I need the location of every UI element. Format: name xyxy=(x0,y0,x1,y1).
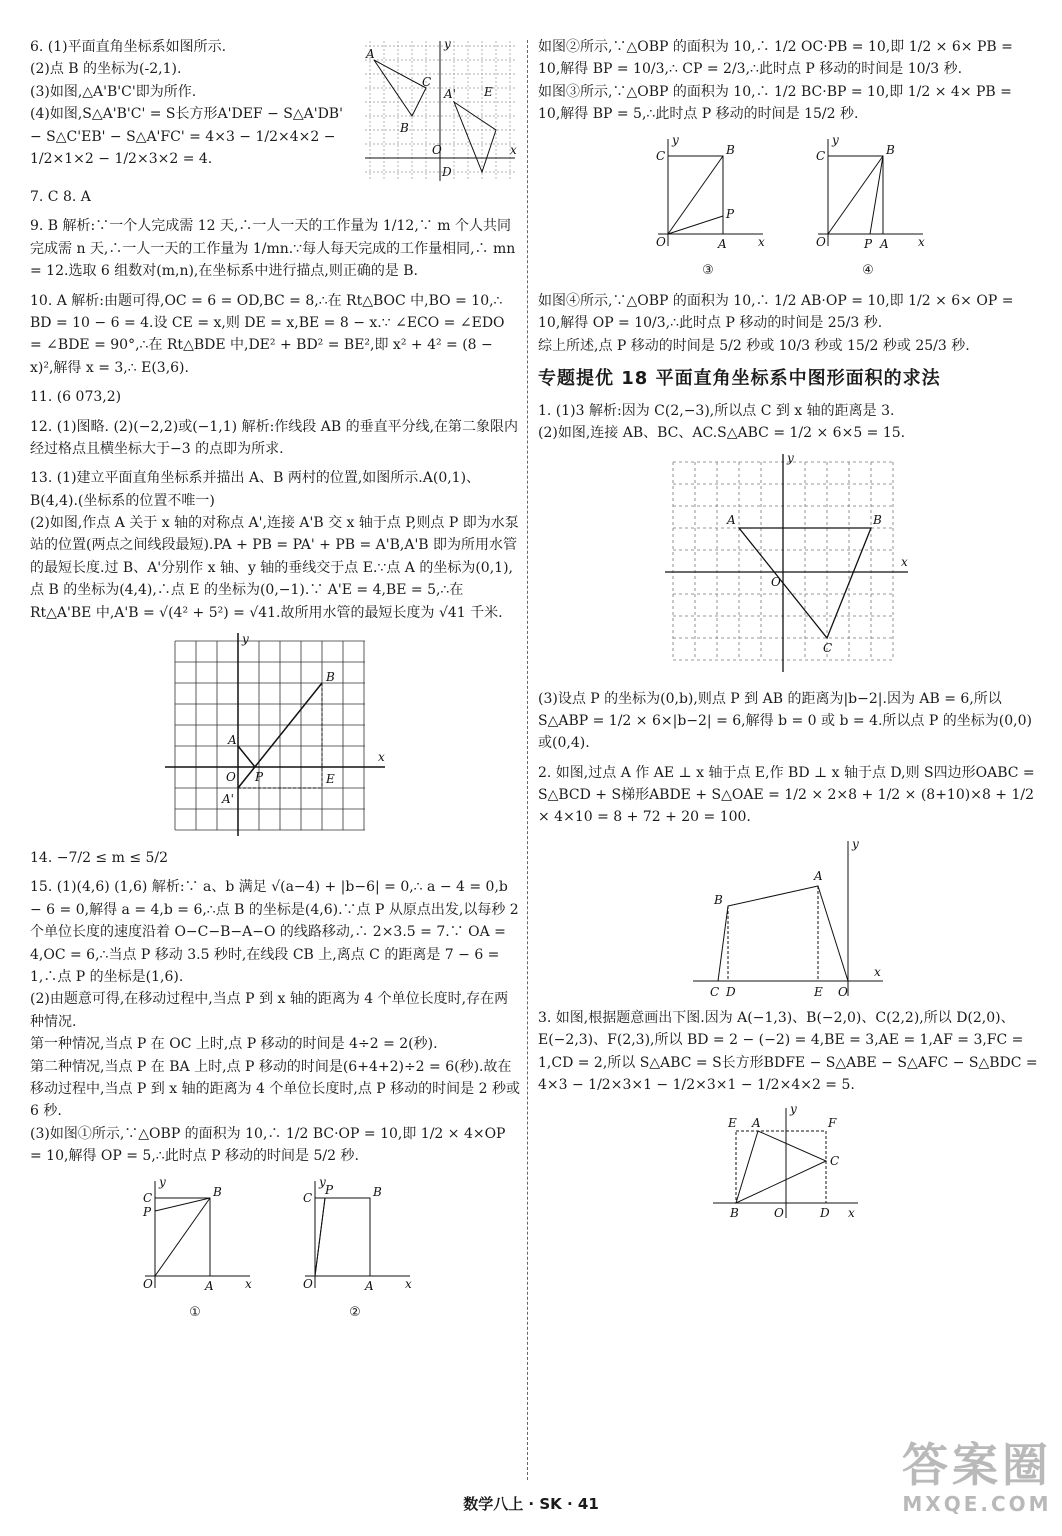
q11: 11. (6 073,2) xyxy=(30,389,122,406)
svg-text:B: B xyxy=(726,142,735,157)
svg-text:B: B xyxy=(400,121,409,135)
s3: 3. 如图,根据题意画出下图.因为 A(−1,3)、B(−2,0)、C(2,2),所以 D(2,0)、E(−2,3)、F(2,3),所以 BD = 2 − (−2) = 4,BE = 3,AE = 1,AF = 3,FC = 1,CD = 2,所以 S△ABC = S长方形BDFE − S△ABE − S△AFC − S△BDC = 4×3 − 1/2×3×1 − 1/2×3×1 − 1/2×4×2 = 5. xyxy=(538,1009,1038,1094)
svg-text:F: F xyxy=(828,1116,837,1131)
svg-text:y: y xyxy=(242,632,249,647)
svg-text:B: B xyxy=(373,1184,382,1199)
figure-2-label: ② xyxy=(349,1304,361,1320)
q15-part2: (2)由题意可得,在移动过程中,当点 P 到 x 轴的距离为 4 个单位长度时,存在两种情况. xyxy=(30,991,509,1030)
q6-figure xyxy=(360,36,520,186)
svg-text:x: x xyxy=(510,143,517,157)
s3-figure xyxy=(708,1103,868,1223)
svg-text:A: A xyxy=(727,512,736,527)
svg-text:x: x xyxy=(378,750,385,765)
svg-text:B: B xyxy=(730,1206,739,1221)
svg-text:y: y xyxy=(672,133,679,147)
svg-text:A: A xyxy=(718,236,727,251)
svg-text:A: A xyxy=(228,733,237,748)
svg-text:y: y xyxy=(787,451,794,465)
s2: 2. 如图,过点 A 作 AE ⊥ x 轴于点 E,作 BD ⊥ x 轴于点 D,则 S四边形OABC = S△BCD + S梯形ABDE + S△OAE = 1/2 × 2×8 + 1/2 × (8+10)×8 + 1/2 × 4×10 = 8 + 72 + 20 = 100. xyxy=(538,764,1035,826)
q9: 9. B 解析:∵一个人完成需 12 天,∴一人一天的工作量为 1/12,∵ m 个人共同完成需 n 天,∴一人一天的工作量为 1/mn.∵每人每天完成的工作量相同,∴ mn = 12.选取 6 组数对(m,n),在坐标系中进行描点,则正确的是 B. xyxy=(30,218,516,280)
figure-3-label: ③ xyxy=(702,262,714,278)
svg-text:B: B xyxy=(873,512,882,527)
svg-text:C: C xyxy=(143,1190,153,1205)
svg-text:y: y xyxy=(444,37,451,51)
section-title: 专题提优 18 平面直角坐标系中图形面积的求法 xyxy=(538,367,941,389)
q15-cont-fig3: 如图③所示,∵△OBP 的面积为 10,∴ 1/2 BC·BP = 10,即 1/2 × 4× PB = 10,解得 BP = 5,∴此时点 P 移动的时间是 15/2 秒. xyxy=(538,83,1012,123)
s1-part3: (3)设点 P 的坐标为(0,b),则点 P 到 AB 的距离为|b−2|.因为 AB = 6,所以 S△ABP = 1/2 × 6×|b−2| = 6,解得 b = 0 或 b = 4.所以点 P 的坐标为(0,0)或(0,4). xyxy=(538,690,1032,752)
q7-8: 7. C 8. A xyxy=(30,189,91,205)
figure-4-label: ④ xyxy=(862,262,874,278)
watermark-logo xyxy=(902,1438,1052,1520)
q13-part2: (2)如图,作点 A 关于 x 轴的对称点 A',连接 A'B 交 x 轴于点 P,则点 P 即为水泵站的位置(两点之间线段最短).PA + PB = PA' + PB = A'B,A'B 即为所用水管的最短长度.过 B、A'分别作 x 轴、y 轴的垂线交于点 E.∵点 A 的坐标为(0,1),点 B 的坐标为(4,4),∴点 E 的坐标为(0,−1).∵ A'E = 4,BE = 5,∴在 Rt△A'BE 中,A'B = √(4² + 5²) = √41.故所用水管的最短长度为 √41 千米. xyxy=(30,515,519,621)
svg-text:D: D xyxy=(820,1206,830,1221)
q15-part4: 第二种情况,当点 P 在 BA 上时,点 P 移动的时间是(6+4+2)÷2 = 6(秒).故在移动过程中,当点 P 到 x 轴的距离为 4 个单位长度时,点 P 移动的时间是 2 秒或 6 秒. xyxy=(30,1058,520,1120)
svg-text:C: C xyxy=(656,148,666,163)
q15-part5: (3)如图①所示,∵△OBP 的面积为 10,∴ 1/2 BC·OP = 10,即 1/2 × 4×OP = 10,解得 OP = 5,∴此时点 P 移动的时间是 5/2 秒. xyxy=(30,1125,506,1165)
figure-1 xyxy=(135,1176,255,1296)
figure-3 xyxy=(648,134,768,254)
left-column xyxy=(30,36,520,1332)
svg-text:O: O xyxy=(771,574,781,589)
figure-1-label: ① xyxy=(189,1304,201,1320)
svg-text:P: P xyxy=(864,236,873,251)
svg-text:A: A xyxy=(752,1116,761,1131)
svg-text:P: P xyxy=(726,206,735,221)
svg-text:x: x xyxy=(874,964,881,979)
svg-text:A': A' xyxy=(444,87,456,101)
svg-text:B: B xyxy=(213,1184,222,1199)
svg-text:x: x xyxy=(405,1276,412,1291)
svg-text:A: A xyxy=(814,868,823,883)
page-footer: 数学八上 · SK · 41 xyxy=(463,1495,599,1513)
svg-text:y: y xyxy=(852,836,859,851)
q12: 12. (1)图略. (2)(−2,2)或(−1,1) 解析:作线段 AB 的垂直平分线,在第二象限内经过格点且横坐标大于−3 的点即为所求. xyxy=(30,418,519,457)
watermark-url: MXQE.COM xyxy=(902,1492,1052,1516)
q6-line: (2)点 B 的坐标为(-2,1). xyxy=(30,61,182,78)
q14: 14. −7/2 ≤ m ≤ 5/2 xyxy=(30,850,169,867)
svg-text:O: O xyxy=(226,770,236,785)
svg-text:O: O xyxy=(838,984,848,999)
svg-text:B: B xyxy=(714,892,723,907)
q15-part3: 第一种情况,当点 P 在 OC 上时,点 P 移动的时间是 4÷2 = 2(秒). xyxy=(30,1036,438,1053)
svg-text:C: C xyxy=(830,1154,840,1169)
q15-summary: 综上所述,点 P 移动的时间是 5/2 秒或 10/3 秒或 15/2 秒或 25/3 秒. xyxy=(538,337,970,354)
q10: 10. A 解析:由题可得,OC = 6 = OD,BC = 8,∴在 Rt△BOC 中,BO = 10,∴ BD = 10 − 6 = 4.设 CE = x,则 DE = x,BE = 8 − x.∵ ∠ECO = ∠EDO = ∠BDE = 90°,∴在 Rt△BDE 中,DE² + BD² = BE²,即 x² + 4² = (8 − x)²,解得 x = 3,∴ E(3,6). xyxy=(30,292,505,376)
q6-line: (3)如图,△A'B'C'即为所作. xyxy=(30,83,197,100)
q6-block xyxy=(30,36,520,186)
figure-2 xyxy=(295,1176,415,1296)
svg-text:O: O xyxy=(656,234,666,249)
svg-text:A: A xyxy=(880,236,889,251)
svg-text:C: C xyxy=(303,1190,313,1205)
svg-text:A: A xyxy=(366,47,375,61)
s1-figure xyxy=(663,452,913,682)
right-column xyxy=(538,36,1038,1229)
q15-figures-3-4 xyxy=(538,134,1038,282)
svg-text:O: O xyxy=(143,1276,153,1291)
svg-text:C: C xyxy=(710,984,720,999)
svg-text:D: D xyxy=(726,984,736,999)
svg-text:A: A xyxy=(205,1278,214,1293)
svg-text:O: O xyxy=(432,143,442,157)
svg-text:A: A xyxy=(365,1278,374,1293)
svg-text:E: E xyxy=(728,1116,737,1131)
svg-text:y: y xyxy=(319,1175,326,1189)
svg-text:E: E xyxy=(484,85,493,99)
q6-line: 6. (1)平面直角坐标系如图所示. xyxy=(30,39,227,55)
s1-part2: (2)如图,连接 AB、BC、AC.S△ABC = 1/2 × 6×5 = 15. xyxy=(538,425,906,442)
svg-text:B: B xyxy=(326,670,335,685)
q15-part1: 15. (1)(4,6) (1,6) 解析:∵ a、b 满足 √(a−4) + |b−6| = 0,∴ a − 4 = 0,b − 6 = 0,解得 a = 4,b = 6,∴点 B 的坐标是(4,6).∵点 P 从原点出发,以每秒 2 个单位长度的速度沿着 O−C−B−A−O 的线路移动,∴ 2×3.5 = 7.∵ OA = 4,OC = 6,∴当点 P 移动 3.5 秒时,在线段 CB 上,离点 C 的距离是 7 − 6 = 1,∴点 P 的坐标是(1,6). xyxy=(30,879,519,985)
q13-part1: 13. (1)建立平面直角坐标系并描出 A、B 两村的位置,如图所示.A(0,1)、B(4,4).(坐标系的位置不唯一) xyxy=(30,470,481,509)
q15-cont-fig2: 如图②所示,∵△OBP 的面积为 10,∴ 1/2 OC·PB = 10,即 1/2 × 6× PB = 10,解得 BP = 10/3,∴ CP = 2/3,∴此时点 P 移动的时间是 10/3 秒. xyxy=(538,39,1013,78)
svg-text:y: y xyxy=(790,1103,797,1117)
svg-text:C: C xyxy=(823,640,833,655)
q15-figures-1-2 xyxy=(30,1176,520,1324)
svg-text:y: y xyxy=(832,133,839,147)
svg-text:A': A' xyxy=(222,792,234,807)
svg-text:P: P xyxy=(325,1182,334,1197)
column-divider xyxy=(527,40,528,1480)
svg-text:P: P xyxy=(255,770,264,785)
svg-text:O: O xyxy=(774,1206,784,1221)
svg-text:D: D xyxy=(442,165,452,179)
svg-text:x: x xyxy=(918,234,925,249)
svg-text:x: x xyxy=(901,554,908,569)
svg-text:C: C xyxy=(422,75,432,89)
svg-text:E: E xyxy=(814,984,823,999)
svg-text:C: C xyxy=(816,148,826,163)
svg-text:x: x xyxy=(848,1206,855,1221)
q6-line: (4)如图,S△A'B'C' = S长方形A'DEF − S△A'DB' − S△C'EB' − S△A'FC' = 4×3 − 1/2×4×2 − 1/2×1×2 − 1/2×3×2 = 4. xyxy=(30,106,343,167)
q13-figure xyxy=(160,631,390,841)
svg-text:x: x xyxy=(245,1276,252,1291)
svg-text:O: O xyxy=(816,234,826,249)
svg-text:P: P xyxy=(143,1204,152,1219)
svg-text:B: B xyxy=(886,142,895,157)
svg-text:y: y xyxy=(159,1175,166,1189)
s2-figure xyxy=(688,836,888,1001)
s1-part1: 1. (1)3 解析:因为 C(2,−3),所以点 C 到 x 轴的距离是 3. xyxy=(538,402,895,419)
watermark-text: 答案圈 xyxy=(902,1438,1052,1492)
svg-text:E: E xyxy=(326,772,335,787)
figure-4 xyxy=(808,134,928,254)
svg-text:O: O xyxy=(303,1276,313,1291)
q15-cont-fig4: 如图④所示,∵△OBP 的面积为 10,∴ 1/2 AB·OP = 10,即 1/2 × 6× OP = 10,解得 OP = 10/3,∴此时点 P 移动的时间是 25/3 秒. xyxy=(538,292,1014,332)
svg-text:x: x xyxy=(758,234,765,249)
